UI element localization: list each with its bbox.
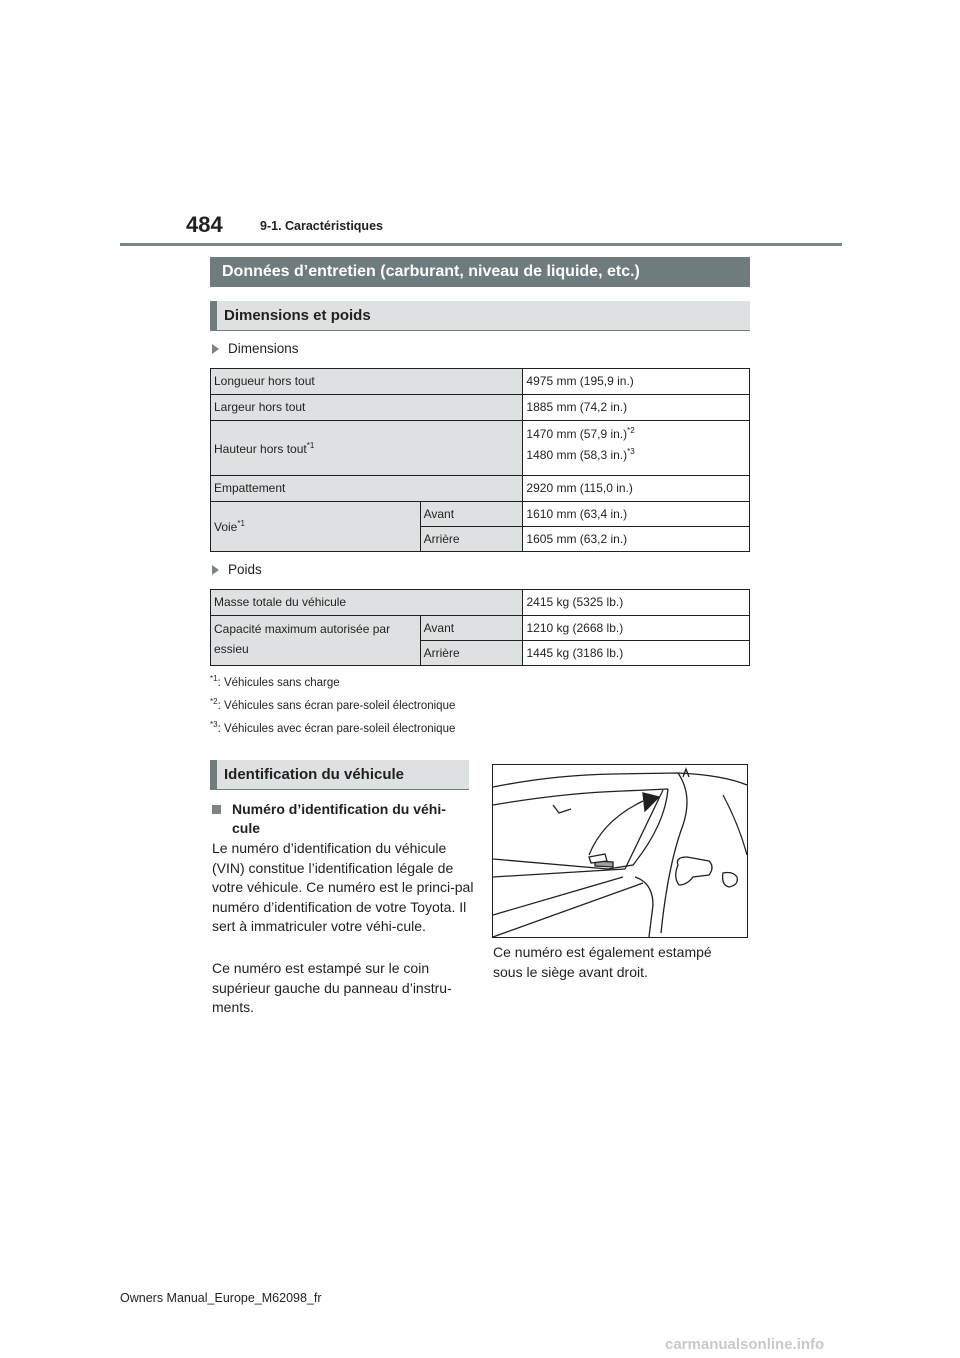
footnote-mark: *1 — [306, 440, 315, 450]
width-label: Largeur hors tout — [214, 400, 306, 414]
dimensions-bullet — [212, 341, 299, 356]
section-title: 9-1. Caractéristiques — [260, 219, 383, 233]
gross-weight-value: 2415 kg (5325 lb.) — [526, 595, 624, 609]
height-value-1: 1470 mm (57,9 in.) — [526, 427, 628, 441]
vin-paragraph-1: Le numéro d’identification du véhicule (VIN) constitue l’identification légale de votre véhicule. Ce numéro est le princi-pal numéro d’identification de votre Toyota. Il sert à immatriculer votre véhi-cule. — [212, 840, 474, 934]
axle-rear-label: Arrière — [423, 646, 460, 660]
track-rear-label: Arrière — [423, 532, 460, 546]
table-row — [211, 476, 750, 502]
triangle-bullet-icon — [212, 565, 219, 575]
track-front-value: 1610 mm (63,4 in.) — [526, 507, 628, 521]
watermark: carmanualsonline.info — [665, 1336, 825, 1353]
dimensions-heading: Dimensions et poids — [210, 301, 750, 331]
footnote-text: : Véhicules avec écran pare-soleil électronique — [217, 722, 456, 735]
maintenance-banner: Données d’entretien (carburant, niveau de liquide, etc.) — [210, 257, 750, 287]
footnote-mark: *2 — [627, 426, 635, 435]
footnote-mark: *1 — [210, 674, 218, 683]
footnote-text: : Véhicules sans écran pare-soleil électronique — [217, 699, 456, 712]
vin-paragraph-2: Ce numéro est estampé sur le coin supérieur gauche du panneau d’instru-ments. — [212, 960, 452, 1015]
table-row — [211, 369, 750, 395]
footnote-mark: *2 — [210, 697, 218, 706]
illustration-caption: Ce numéro est également estampé sous le siège avant droit. — [493, 944, 712, 980]
wheelbase-value: 2920 mm (115,0 in.) — [526, 481, 633, 495]
header-rule — [120, 243, 842, 246]
table-row — [211, 590, 750, 616]
page-number: 484 — [186, 212, 223, 237]
dimensions-table — [210, 368, 750, 552]
table-row — [211, 616, 750, 641]
vin-location-illustration — [492, 764, 748, 938]
axle-front-value: 1210 kg (2668 lb.) — [526, 621, 624, 635]
footnote-3 — [210, 720, 455, 735]
footnote-mark: *1 — [237, 519, 245, 528]
table-row — [211, 502, 750, 527]
width-value: 1885 mm (74,2 in.) — [526, 400, 628, 414]
footnote-1 — [210, 674, 340, 689]
track-front-label: Avant — [423, 507, 455, 521]
height-value-2: 1480 mm (58,3 in.) — [526, 448, 628, 462]
footnote-mark: *3 — [210, 720, 218, 729]
vin-subheading — [212, 800, 470, 838]
wheelbase-label: Empattement — [214, 481, 286, 495]
length-label: Longueur hors tout — [214, 374, 315, 388]
axle-front-label: Avant — [423, 621, 455, 635]
footnote-text: : Véhicules sans charge — [217, 676, 340, 689]
length-value: 4975 mm (195,9 in.) — [526, 374, 634, 388]
track-rear-value: 1605 mm (63,2 in.) — [526, 532, 628, 546]
gross-weight-label: Masse totale du véhicule — [214, 595, 347, 609]
table-row — [211, 421, 750, 476]
height-label: Hauteur hors tout — [214, 441, 307, 456]
footnote-mark: *3 — [627, 447, 635, 456]
footnote-2 — [210, 697, 455, 712]
table-row — [211, 395, 750, 421]
track-label: Voie — [214, 520, 238, 534]
weight-table — [210, 589, 750, 666]
vin-subheading-text: Numéro d’identification du véhi-cule — [232, 801, 446, 836]
windshield-vin-illustration — [493, 765, 747, 937]
weight-bullet — [212, 562, 262, 577]
axle-capacity-label: Capacité maximum autorisée par essieu — [214, 622, 391, 656]
square-bullet-icon — [212, 805, 221, 814]
identification-heading: Identification du véhicule — [210, 760, 469, 790]
triangle-bullet-icon — [212, 344, 219, 354]
dimensions-bullet-label: Dimensions — [228, 341, 299, 356]
axle-rear-value: 1445 kg (3186 lb.) — [526, 646, 624, 660]
weight-bullet-label: Poids — [228, 562, 262, 577]
footer-label: Owners Manual_Europe_M62098_fr — [120, 1291, 322, 1305]
